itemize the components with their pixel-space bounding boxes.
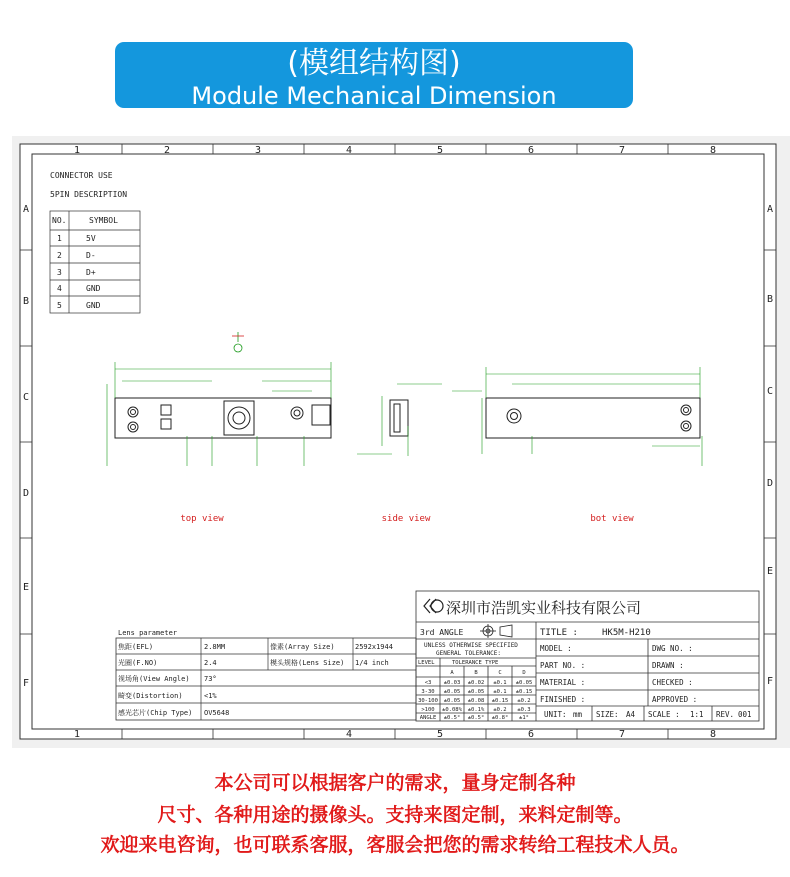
part-no-label: PART NO. : bbox=[540, 661, 586, 670]
tol-r3-c: ±0.15 bbox=[491, 698, 509, 704]
model-label: MODEL : bbox=[540, 644, 572, 653]
col-num-3: 3 bbox=[254, 145, 262, 156]
lens-heading: Lens parameter bbox=[118, 629, 178, 637]
tol-r3-level: 30-100 bbox=[418, 698, 438, 704]
side-view-label: side view bbox=[381, 514, 431, 524]
lens-row-2-key: 光圈(F.NO) bbox=[118, 659, 158, 667]
title-banner bbox=[115, 42, 633, 108]
pin-3-symbol: D+ bbox=[86, 268, 96, 277]
col-num-1: 1 bbox=[73, 145, 81, 156]
tol-r1-level: <3 bbox=[424, 680, 432, 686]
row-letter-d-right: D bbox=[766, 478, 774, 489]
tol-r5-c: ±0.8° bbox=[491, 715, 509, 721]
lens-row-1-value: 2.8MM bbox=[204, 643, 226, 651]
custom-note-line-2: 尺寸、各种用途的摄像头。支持来图定制，来料定制等。 bbox=[157, 804, 633, 826]
tol-r1-c: ±0.1 bbox=[493, 680, 507, 686]
tol-r5-b: ±0.5° bbox=[467, 715, 485, 721]
row-letter-e-right: E bbox=[766, 566, 774, 577]
lens-row-3-key: 视场角(View Angle) bbox=[118, 675, 190, 683]
company-name: 深圳市浩凯实业科技有限公司 bbox=[446, 599, 642, 617]
lens-row-5-value: OV5648 bbox=[204, 709, 230, 717]
pin-1-symbol: 5V bbox=[86, 234, 96, 243]
banner-title-cn: (模组结构图) bbox=[287, 46, 461, 81]
tol-r4-c: ±0.2 bbox=[493, 707, 507, 713]
tol-r2-a: ±0.05 bbox=[443, 689, 461, 695]
tol-r2-d: ±0.15 bbox=[515, 689, 533, 695]
row-letter-c-left: C bbox=[22, 392, 30, 403]
size-value: A4 bbox=[626, 710, 636, 719]
tol-r4-d: ±0.3 bbox=[517, 707, 531, 713]
mechanical-drawing bbox=[12, 136, 790, 748]
drawn-label: DRAWN : bbox=[652, 661, 684, 670]
banner-title-en: Module Mechanical Dimension bbox=[191, 82, 557, 110]
unit-value: mm bbox=[573, 710, 583, 719]
third-angle-label: 3rd ANGLE bbox=[420, 628, 464, 637]
row-letter-a-left: A bbox=[22, 204, 30, 215]
pin-description-heading: 5PIN DESCRIPTION bbox=[50, 190, 128, 199]
tol-r2-c: ±0.1 bbox=[493, 689, 507, 695]
tol-col-d: D bbox=[522, 670, 526, 676]
bottom-num-4: 4 bbox=[345, 729, 353, 740]
tol-r3-a: ±0.05 bbox=[443, 698, 461, 704]
tol-r4-level: >100 bbox=[421, 707, 435, 713]
custom-note-line-1: 本公司可以根据客户的需求，量身定制各种 bbox=[214, 772, 576, 794]
row-letter-f-right: F bbox=[766, 676, 774, 687]
tol-r3-d: ±0.2 bbox=[517, 698, 531, 704]
size-label: SIZE: bbox=[596, 710, 619, 719]
tol-r5-a: ±0.5° bbox=[443, 715, 461, 721]
col-num-8: 8 bbox=[709, 145, 717, 156]
lens-row-1-value2: 2592x1944 bbox=[355, 643, 393, 651]
col-num-2: 2 bbox=[163, 145, 171, 156]
title-label: TITLE : bbox=[540, 628, 578, 638]
rev-label: REV. bbox=[716, 710, 735, 719]
tol-r3-b: ±0.08 bbox=[467, 698, 485, 704]
bottom-num-7: 7 bbox=[618, 729, 626, 740]
pin-5-symbol: GND bbox=[86, 301, 101, 310]
tol-col-a: A bbox=[450, 670, 454, 676]
lens-row-2-value2: 1/4 inch bbox=[355, 659, 389, 667]
col-num-5: 5 bbox=[436, 145, 444, 156]
tolerance-note-1: UNLESS OTHERWISE SPECIFIED bbox=[424, 642, 518, 649]
tolerance-note-2: GENERAL TOLERANCE: bbox=[436, 650, 502, 657]
lens-row-1-key2: 像素(Array Size) bbox=[270, 643, 335, 651]
title-value: HK5M-H210 bbox=[602, 628, 651, 638]
pin-symbol-header: SYMBOL bbox=[89, 216, 118, 225]
unit-label: UNIT: bbox=[544, 710, 567, 719]
tolerance-level-header: LEVEL bbox=[418, 660, 435, 666]
pin-3-no: 3 bbox=[57, 268, 62, 277]
row-letter-b-left: B bbox=[22, 296, 30, 307]
row-letter-c-right: C bbox=[766, 386, 774, 397]
pin-1-no: 1 bbox=[57, 234, 62, 243]
top-view-label: top view bbox=[180, 514, 224, 524]
pin-2-symbol: D- bbox=[86, 251, 96, 260]
lens-row-4-value: <1% bbox=[204, 692, 217, 700]
row-letter-d-left: D bbox=[22, 488, 30, 499]
bottom-num-5: 5 bbox=[436, 729, 444, 740]
tol-r1-d: ±0.05 bbox=[515, 680, 533, 686]
finished-label: FINISHED : bbox=[540, 695, 586, 704]
material-label: MATERIAL : bbox=[540, 678, 586, 687]
bot-view-label: bot view bbox=[590, 514, 634, 524]
row-letter-e-left: E bbox=[22, 582, 30, 593]
row-letter-f-left: F bbox=[22, 678, 30, 689]
bottom-num-1: 1 bbox=[73, 729, 81, 740]
lens-row-2-key2: 模头规格(Lens Size) bbox=[270, 659, 345, 667]
connector-heading: CONNECTOR USE bbox=[50, 171, 113, 180]
scale-value: 1:1 bbox=[690, 710, 704, 719]
tol-r5-d: ±1° bbox=[519, 715, 529, 721]
tol-r5-level: ANGLE bbox=[419, 715, 437, 721]
approved-label: APPROVED : bbox=[652, 695, 698, 704]
row-letter-a-right: A bbox=[766, 204, 774, 215]
tol-r4-a: ±0.08% bbox=[442, 707, 462, 713]
custom-note-line-3: 欢迎来电咨询，也可联系客服，客服会把您的需求转给工程技术人员。 bbox=[100, 834, 690, 856]
tol-col-c: C bbox=[498, 670, 502, 676]
col-num-7: 7 bbox=[618, 145, 626, 156]
lens-row-2-value: 2.4 bbox=[204, 659, 217, 667]
tol-r2-level: 3-30 bbox=[421, 689, 435, 695]
scale-label: SCALE : bbox=[648, 710, 680, 719]
drawing-sheet bbox=[12, 136, 790, 748]
rev-value: 001 bbox=[738, 710, 752, 719]
pin-no-header: NO. bbox=[52, 216, 67, 225]
tol-r1-b: ±0.02 bbox=[467, 680, 485, 686]
bottom-num-6: 6 bbox=[527, 729, 535, 740]
tol-r2-b: ±0.05 bbox=[467, 689, 485, 695]
pin-5-no: 5 bbox=[57, 301, 62, 310]
col-num-6: 6 bbox=[527, 145, 535, 156]
pin-2-no: 2 bbox=[57, 251, 62, 260]
tol-r4-b: ±0.1% bbox=[467, 707, 485, 713]
tolerance-type-header: TOLERANCE TYPE bbox=[452, 660, 499, 666]
pin-4-symbol: GND bbox=[86, 284, 101, 293]
tol-r1-a: ±0.03 bbox=[443, 680, 461, 686]
col-num-4: 4 bbox=[345, 145, 353, 156]
checked-label: CHECKED : bbox=[652, 678, 693, 687]
bottom-num-8: 8 bbox=[709, 729, 717, 740]
lens-row-1-key: 焦距(EFL) bbox=[118, 643, 154, 651]
dwg-no-label: DWG NO. : bbox=[652, 644, 693, 653]
row-letter-b-right: B bbox=[766, 294, 774, 305]
lens-row-4-key: 畸变(Distortion) bbox=[118, 692, 183, 700]
lens-row-5-key: 感光芯片(Chip Type) bbox=[118, 709, 193, 717]
lens-row-3-value: 73° bbox=[204, 675, 217, 683]
tol-col-b: B bbox=[474, 670, 478, 676]
pin-4-no: 4 bbox=[57, 284, 62, 293]
